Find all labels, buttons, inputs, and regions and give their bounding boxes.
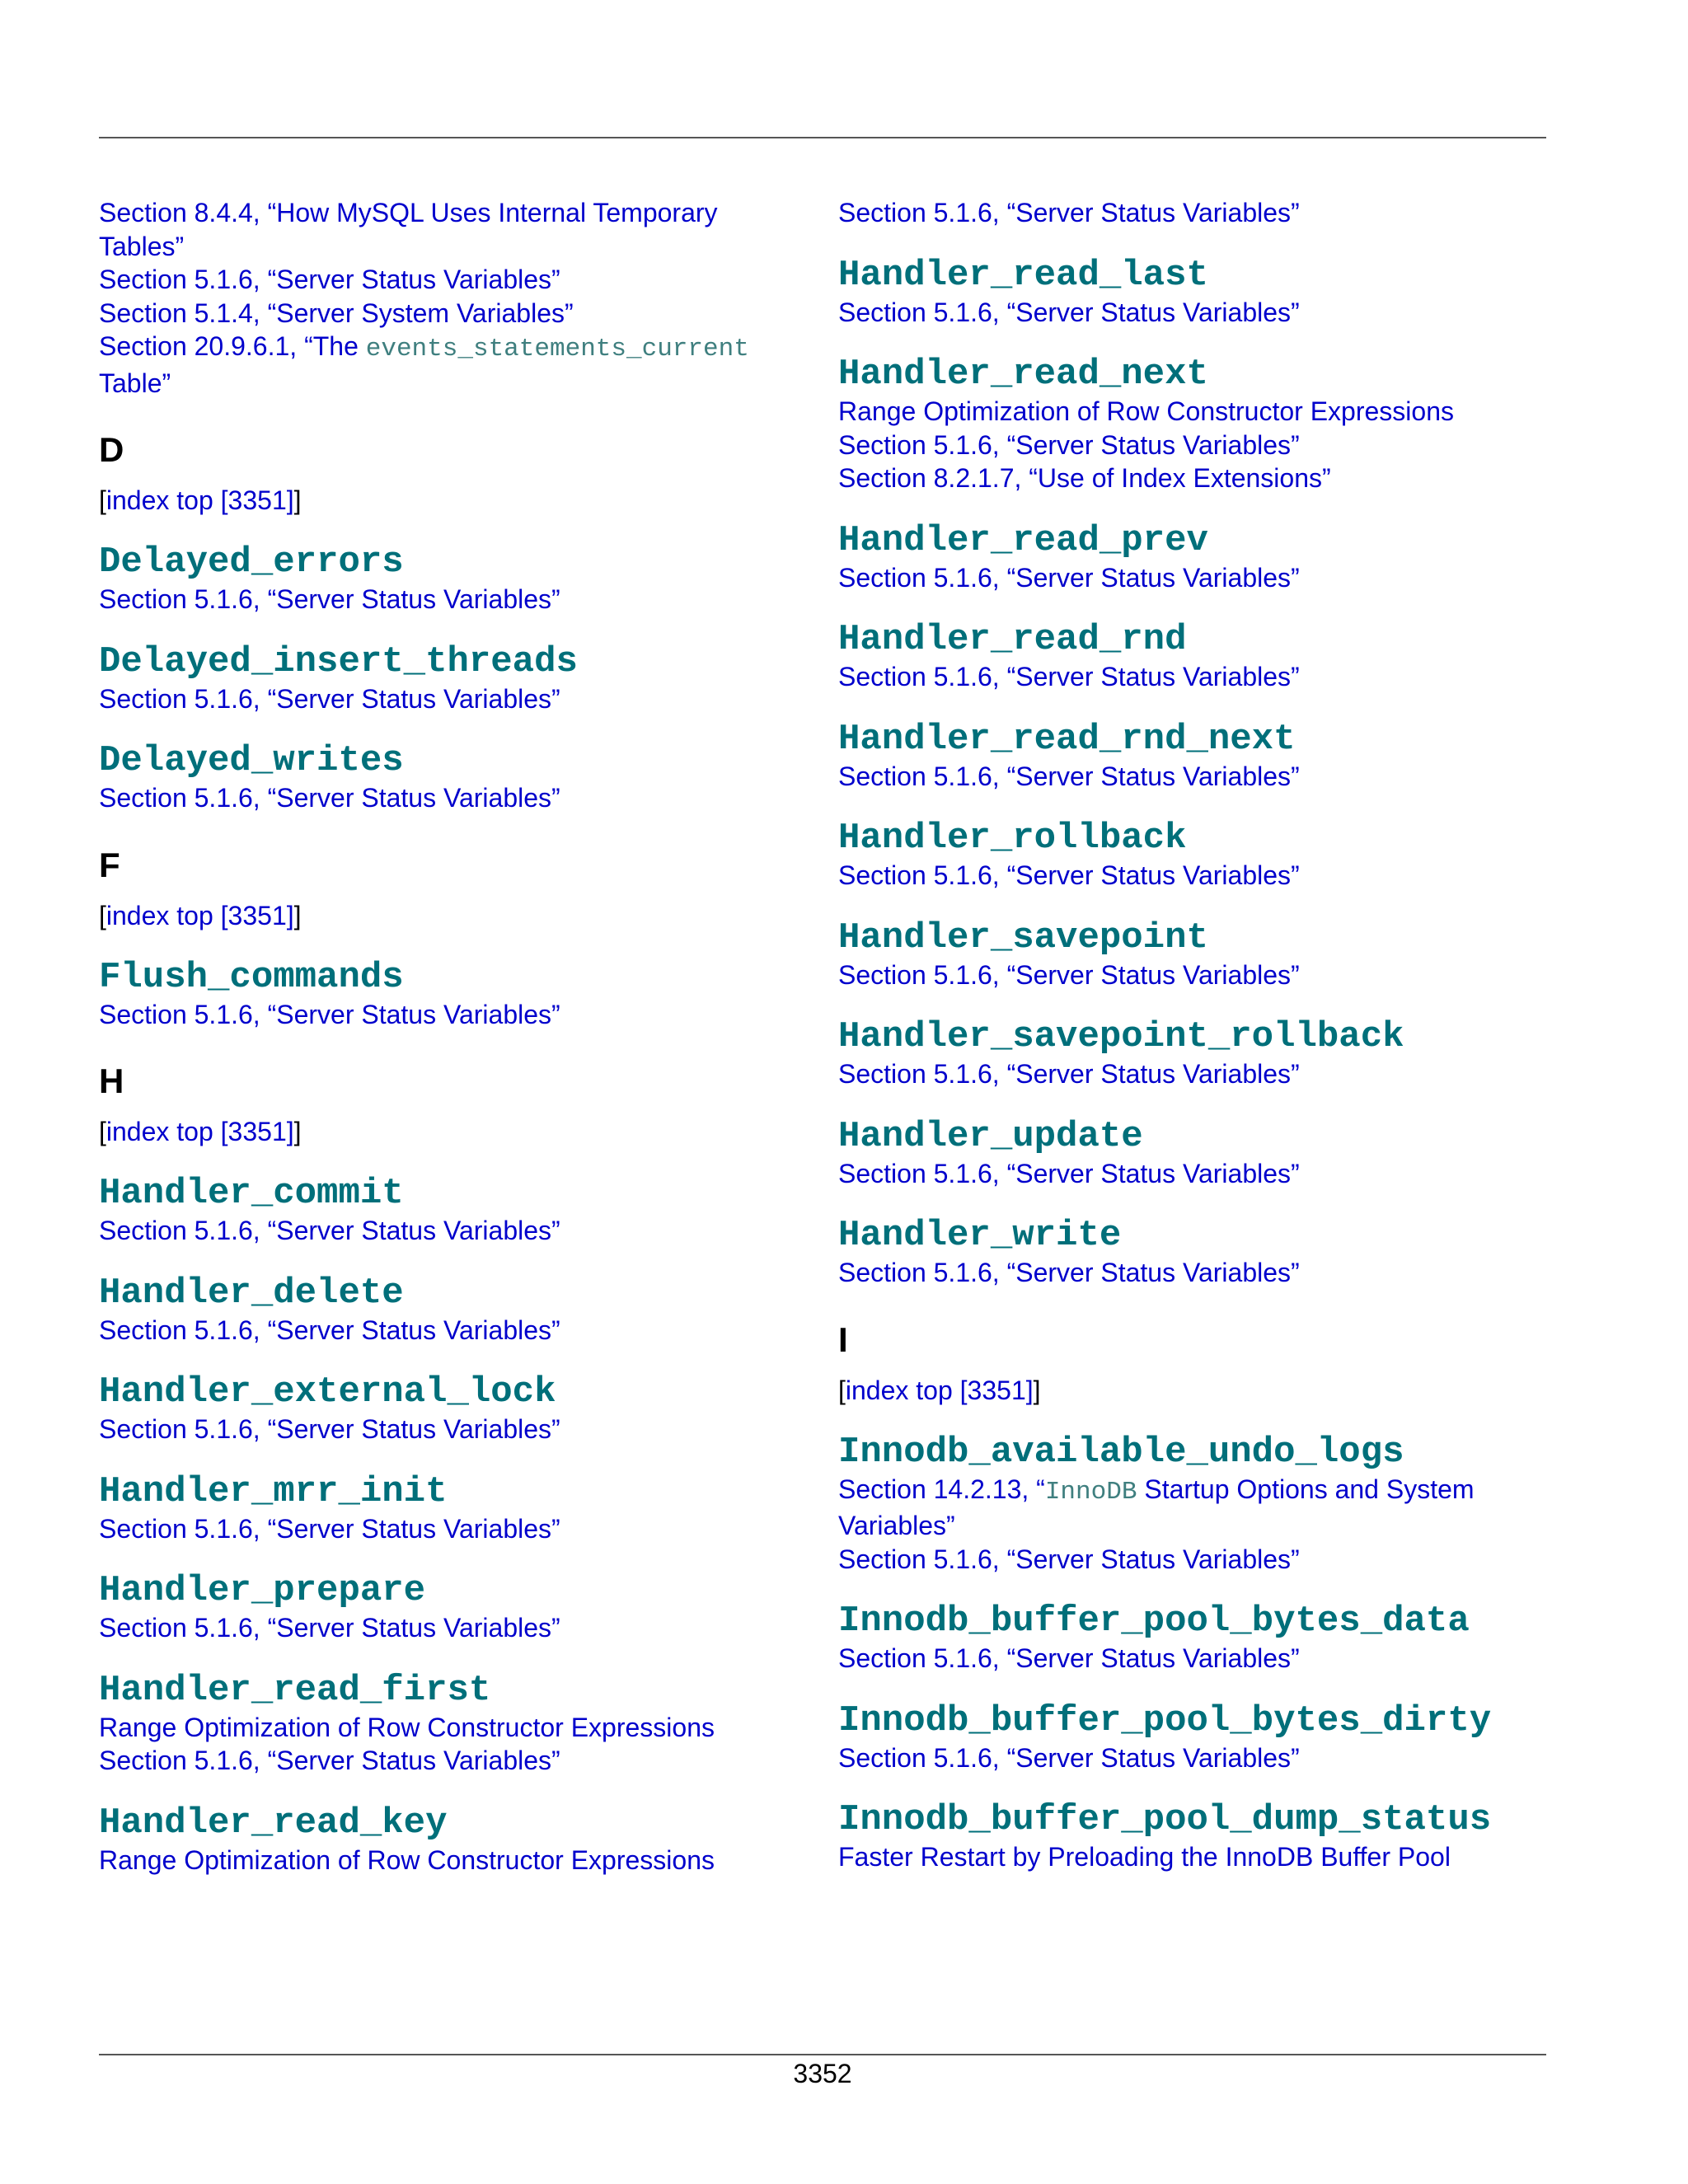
reference-text: Section 5.1.6, “Server Status Variables”: [838, 297, 1300, 327]
index-reference-link[interactable]: [838, 395, 1564, 429]
index-reference-link[interactable]: [838, 462, 1564, 495]
footer-rule: [99, 2054, 1546, 2055]
index-reference-link[interactable]: [838, 1473, 1564, 1510]
index-entry-handler-read-first: [99, 1670, 808, 1778]
index-term: Handler_mrr_init: [99, 1470, 448, 1512]
reference-text: Section 5.1.6, “Server Status Variables”: [838, 860, 1300, 890]
index-term: Handler_update: [838, 1115, 1143, 1157]
index-term: Handler_read_prev: [838, 519, 1208, 561]
reference-text: Section 5.1.6, “Server Status Variables”: [838, 662, 1300, 691]
reference-text: Section 5.1.6, “Server Status Variables”: [99, 1414, 560, 1444]
index-reference-link[interactable]: [99, 583, 808, 616]
index-reference-link[interactable]: [838, 660, 1564, 694]
reference-text: Section 5.1.6, “Server Status Variables”: [838, 1742, 1300, 1773]
index-term: Handler_prepare: [99, 1570, 426, 1611]
index-term: Flush_commands: [99, 956, 404, 998]
index-entry-handler-commit: [99, 1173, 808, 1248]
index-entry-delayed-errors: [99, 541, 808, 616]
index-top-link[interactable]: index top [3351]: [106, 1117, 294, 1146]
index-term: Innodb_buffer_pool_bytes_dirty: [838, 1699, 1492, 1741]
index-reference-link[interactable]: [99, 1844, 808, 1877]
index-top-nav: [838, 1374, 1564, 1407]
index-reference-link[interactable]: [99, 1314, 808, 1347]
reference-text: Table”: [99, 368, 171, 398]
reference-text: Section 5.1.6, “Server Status Variables”: [838, 1059, 1300, 1089]
reference-text: Section 5.1.6, “Server Status Variables”: [838, 198, 1300, 227]
index-reference-link[interactable]: [99, 1512, 808, 1546]
reference-text: Section 5.1.6, “Server Status Variables”: [99, 999, 560, 1029]
reference-text: Section 14.2.13, “: [838, 1474, 1045, 1504]
reference-text: Section 5.1.6, “Server Status Variables”: [838, 1258, 1300, 1287]
inline-code: InnoDB: [1044, 1477, 1137, 1507]
index-entry-flush-commands: [99, 957, 808, 1032]
index-reference-link[interactable]: [838, 859, 1564, 893]
index-top-link[interactable]: index top [3351]: [106, 900, 294, 930]
index-reference-link[interactable]: [99, 998, 808, 1032]
index-reference-link[interactable]: [99, 1214, 808, 1248]
reference-text: Range Optimization of Row Constructor Expressions: [99, 1844, 715, 1875]
reference-text: Section 5.1.6, “Server Status Variables”: [99, 265, 560, 294]
index-entry-innodb-available-undo-logs: [838, 1432, 1564, 1577]
index-term: Delayed_writes: [99, 740, 404, 781]
index-entry-handler-read-prev: [838, 520, 1564, 595]
index-reference-link[interactable]: [99, 1744, 808, 1778]
index-top-nav: [99, 1115, 808, 1148]
index-reference-link[interactable]: [838, 296, 1564, 330]
index-entry-delayed-insert-threads: [99, 641, 808, 716]
index-reference-link[interactable]: [838, 958, 1564, 992]
index-term: Handler_read_last: [838, 254, 1208, 296]
index-entry-delayed-writes: [99, 740, 808, 815]
index-top-link[interactable]: index top [3351]: [845, 1375, 1034, 1405]
index-term: Innodb_available_undo_logs: [838, 1431, 1404, 1473]
index-reference-link[interactable]: [838, 760, 1564, 794]
index-term: Handler_external_lock: [99, 1371, 556, 1413]
index-top-nav: [99, 899, 808, 932]
index-reference-link[interactable]: [838, 1509, 1564, 1543]
reference-text: Section 5.1.6, “Server Status Variables”: [99, 1315, 560, 1345]
index-column-right: [838, 196, 1564, 1874]
inline-code: events_statements_current: [365, 335, 749, 363]
bracket-open: [: [99, 485, 106, 515]
index-reference-link[interactable]: [99, 1413, 808, 1446]
index-top-link[interactable]: index top [3351]: [106, 485, 294, 515]
reference-text: Section 5.1.6, “Server Status Variables”: [838, 1158, 1300, 1188]
index-reference-link[interactable]: [99, 1711, 808, 1745]
index-reference-link[interactable]: [838, 1157, 1564, 1191]
index-entry-handler-update: [838, 1116, 1564, 1191]
index-reference-link[interactable]: [838, 1840, 1564, 1874]
reference-text: Startup Options and System: [1137, 1474, 1475, 1504]
index-entry-handler-read-next: [838, 354, 1564, 495]
index-term: Innodb_buffer_pool_dump_status: [838, 1799, 1492, 1840]
index-reference-link[interactable]: [99, 297, 808, 330]
bracket-open: [: [99, 900, 106, 930]
letter-heading-d: D: [99, 430, 124, 469]
index-term: Handler_read_rnd: [838, 619, 1187, 660]
bracket-close: ]: [293, 485, 302, 515]
index-term: Handler_read_key: [99, 1802, 448, 1844]
bracket-close: ]: [293, 1117, 302, 1146]
reference-text: Section 5.1.6, “Server Status Variables”: [99, 584, 560, 614]
index-term: Handler_delete: [99, 1272, 404, 1314]
reference-text: Section 5.1.6, “Server Status Variables”: [838, 562, 1300, 593]
index-reference-link[interactable]: [99, 196, 808, 230]
index-entry-handler-read-rnd-next: [838, 719, 1564, 794]
index-term: Handler_commit: [99, 1173, 404, 1214]
continued-references: [838, 196, 1564, 230]
index-reference-link[interactable]: [838, 196, 1564, 230]
index-top-nav: [99, 484, 808, 517]
reference-text: Section 8.2.1.7, “Use of Index Extensions”: [838, 463, 1331, 493]
letter-heading-h: H: [99, 1062, 124, 1100]
index-term: Handler_savepoint_rollback: [838, 1016, 1404, 1057]
reference-text: Variables”: [838, 1511, 955, 1540]
reference-text: Section 5.1.6, “Server Status Variables”: [99, 1746, 560, 1775]
index-entry-handler-savepoint-rollback: [838, 1016, 1564, 1091]
bracket-open: [: [838, 1375, 846, 1405]
index-entry-handler-read-last: [838, 255, 1564, 330]
bracket-close: ]: [1033, 1375, 1041, 1405]
index-term: Handler_read_first: [99, 1669, 491, 1711]
index-term: Handler_savepoint: [838, 916, 1208, 958]
reference-text: Section 5.1.6, “Server Status Variables”: [99, 683, 560, 714]
index-reference-link[interactable]: [838, 1256, 1564, 1290]
index-reference-link[interactable]: [838, 1057, 1564, 1091]
reference-text: Section 20.9.6.1, “The: [99, 331, 366, 361]
index-entry-innodb-buffer-pool-bytes-data: [838, 1601, 1564, 1675]
index-reference-link[interactable]: [838, 429, 1564, 462]
index-term: Handler_read_rnd_next: [838, 718, 1296, 760]
index-entry-handler-savepoint: [838, 917, 1564, 992]
index-entry-handler-external-lock: [99, 1371, 808, 1446]
reference-text: Section 5.1.4, “Server System Variables”: [99, 298, 574, 328]
reference-text: Section 5.1.6, “Server Status Variables”: [838, 429, 1300, 460]
index-entry-innodb-buffer-pool-dump-status: [838, 1799, 1564, 1874]
reference-text: Section 5.1.6, “Server Status Variables”: [99, 1513, 560, 1544]
reference-text: Section 5.1.6, “Server Status Variables”: [99, 783, 560, 813]
reference-text: Section 5.1.6, “Server Status Variables”: [99, 1613, 560, 1643]
index-reference-link[interactable]: [99, 230, 808, 264]
index-reference-link[interactable]: [99, 367, 808, 401]
index-column-left: [99, 196, 808, 1877]
index-entry-handler-read-rnd: [838, 619, 1564, 694]
index-term: Innodb_buffer_pool_bytes_data: [838, 1601, 1470, 1642]
page-number: 3352: [793, 2059, 852, 2088]
bracket-open: [: [99, 1117, 106, 1146]
reference-text: Range Optimization of Row Constructor Expressions: [99, 1712, 715, 1742]
reference-text: Tables”: [99, 231, 185, 261]
index-entry-handler-read-key: [99, 1802, 808, 1877]
index-reference-link[interactable]: [99, 1611, 808, 1645]
index-reference-link[interactable]: [99, 682, 808, 716]
index-reference-link[interactable]: [838, 1741, 1564, 1775]
reference-text: Section 5.1.6, “Server Status Variables”: [838, 761, 1300, 791]
index-entry-handler-prepare: [99, 1570, 808, 1645]
continued-references: [99, 196, 808, 400]
reference-text: Section 5.1.6, “Server Status Variables”: [838, 1643, 1300, 1673]
reference-text: Section 5.1.6, “Server Status Variables”: [99, 1216, 560, 1245]
index-term: Handler_read_next: [838, 354, 1208, 395]
index-term: Handler_write: [838, 1215, 1122, 1256]
index-reference-link[interactable]: [99, 330, 808, 367]
index-entry-handler-write: [838, 1215, 1564, 1290]
index-entry-handler-delete: [99, 1272, 808, 1347]
header-rule: [99, 137, 1546, 138]
index-reference-link[interactable]: [838, 1642, 1564, 1675]
reference-text: Section 5.1.6, “Server Status Variables”: [838, 1544, 1300, 1574]
index-reference-link[interactable]: [838, 1543, 1564, 1577]
index-reference-link[interactable]: [99, 781, 808, 815]
reference-text: Range Optimization of Row Constructor Expressions: [838, 396, 1454, 426]
index-term: Delayed_errors: [99, 541, 404, 583]
letter-heading-f: F: [99, 845, 120, 884]
index-entry-handler-rollback: [838, 818, 1564, 893]
index-term: Handler_rollback: [838, 818, 1187, 859]
index-entry-handler-mrr-init: [99, 1471, 808, 1546]
bracket-close: ]: [293, 900, 302, 930]
index-term: Delayed_insert_threads: [99, 640, 578, 682]
reference-text: Faster Restart by Preloading the InnoDB Buffer Pool: [838, 1842, 1451, 1872]
reference-text: Section 8.4.4, “How MySQL Uses Internal Temporary: [99, 198, 718, 227]
letter-heading-i: I: [838, 1319, 848, 1359]
index-reference-link[interactable]: [838, 561, 1564, 595]
index-entry-innodb-buffer-pool-bytes-dirty: [838, 1700, 1564, 1775]
reference-text: Section 5.1.6, “Server Status Variables”: [838, 959, 1300, 990]
index-reference-link[interactable]: [99, 263, 808, 297]
